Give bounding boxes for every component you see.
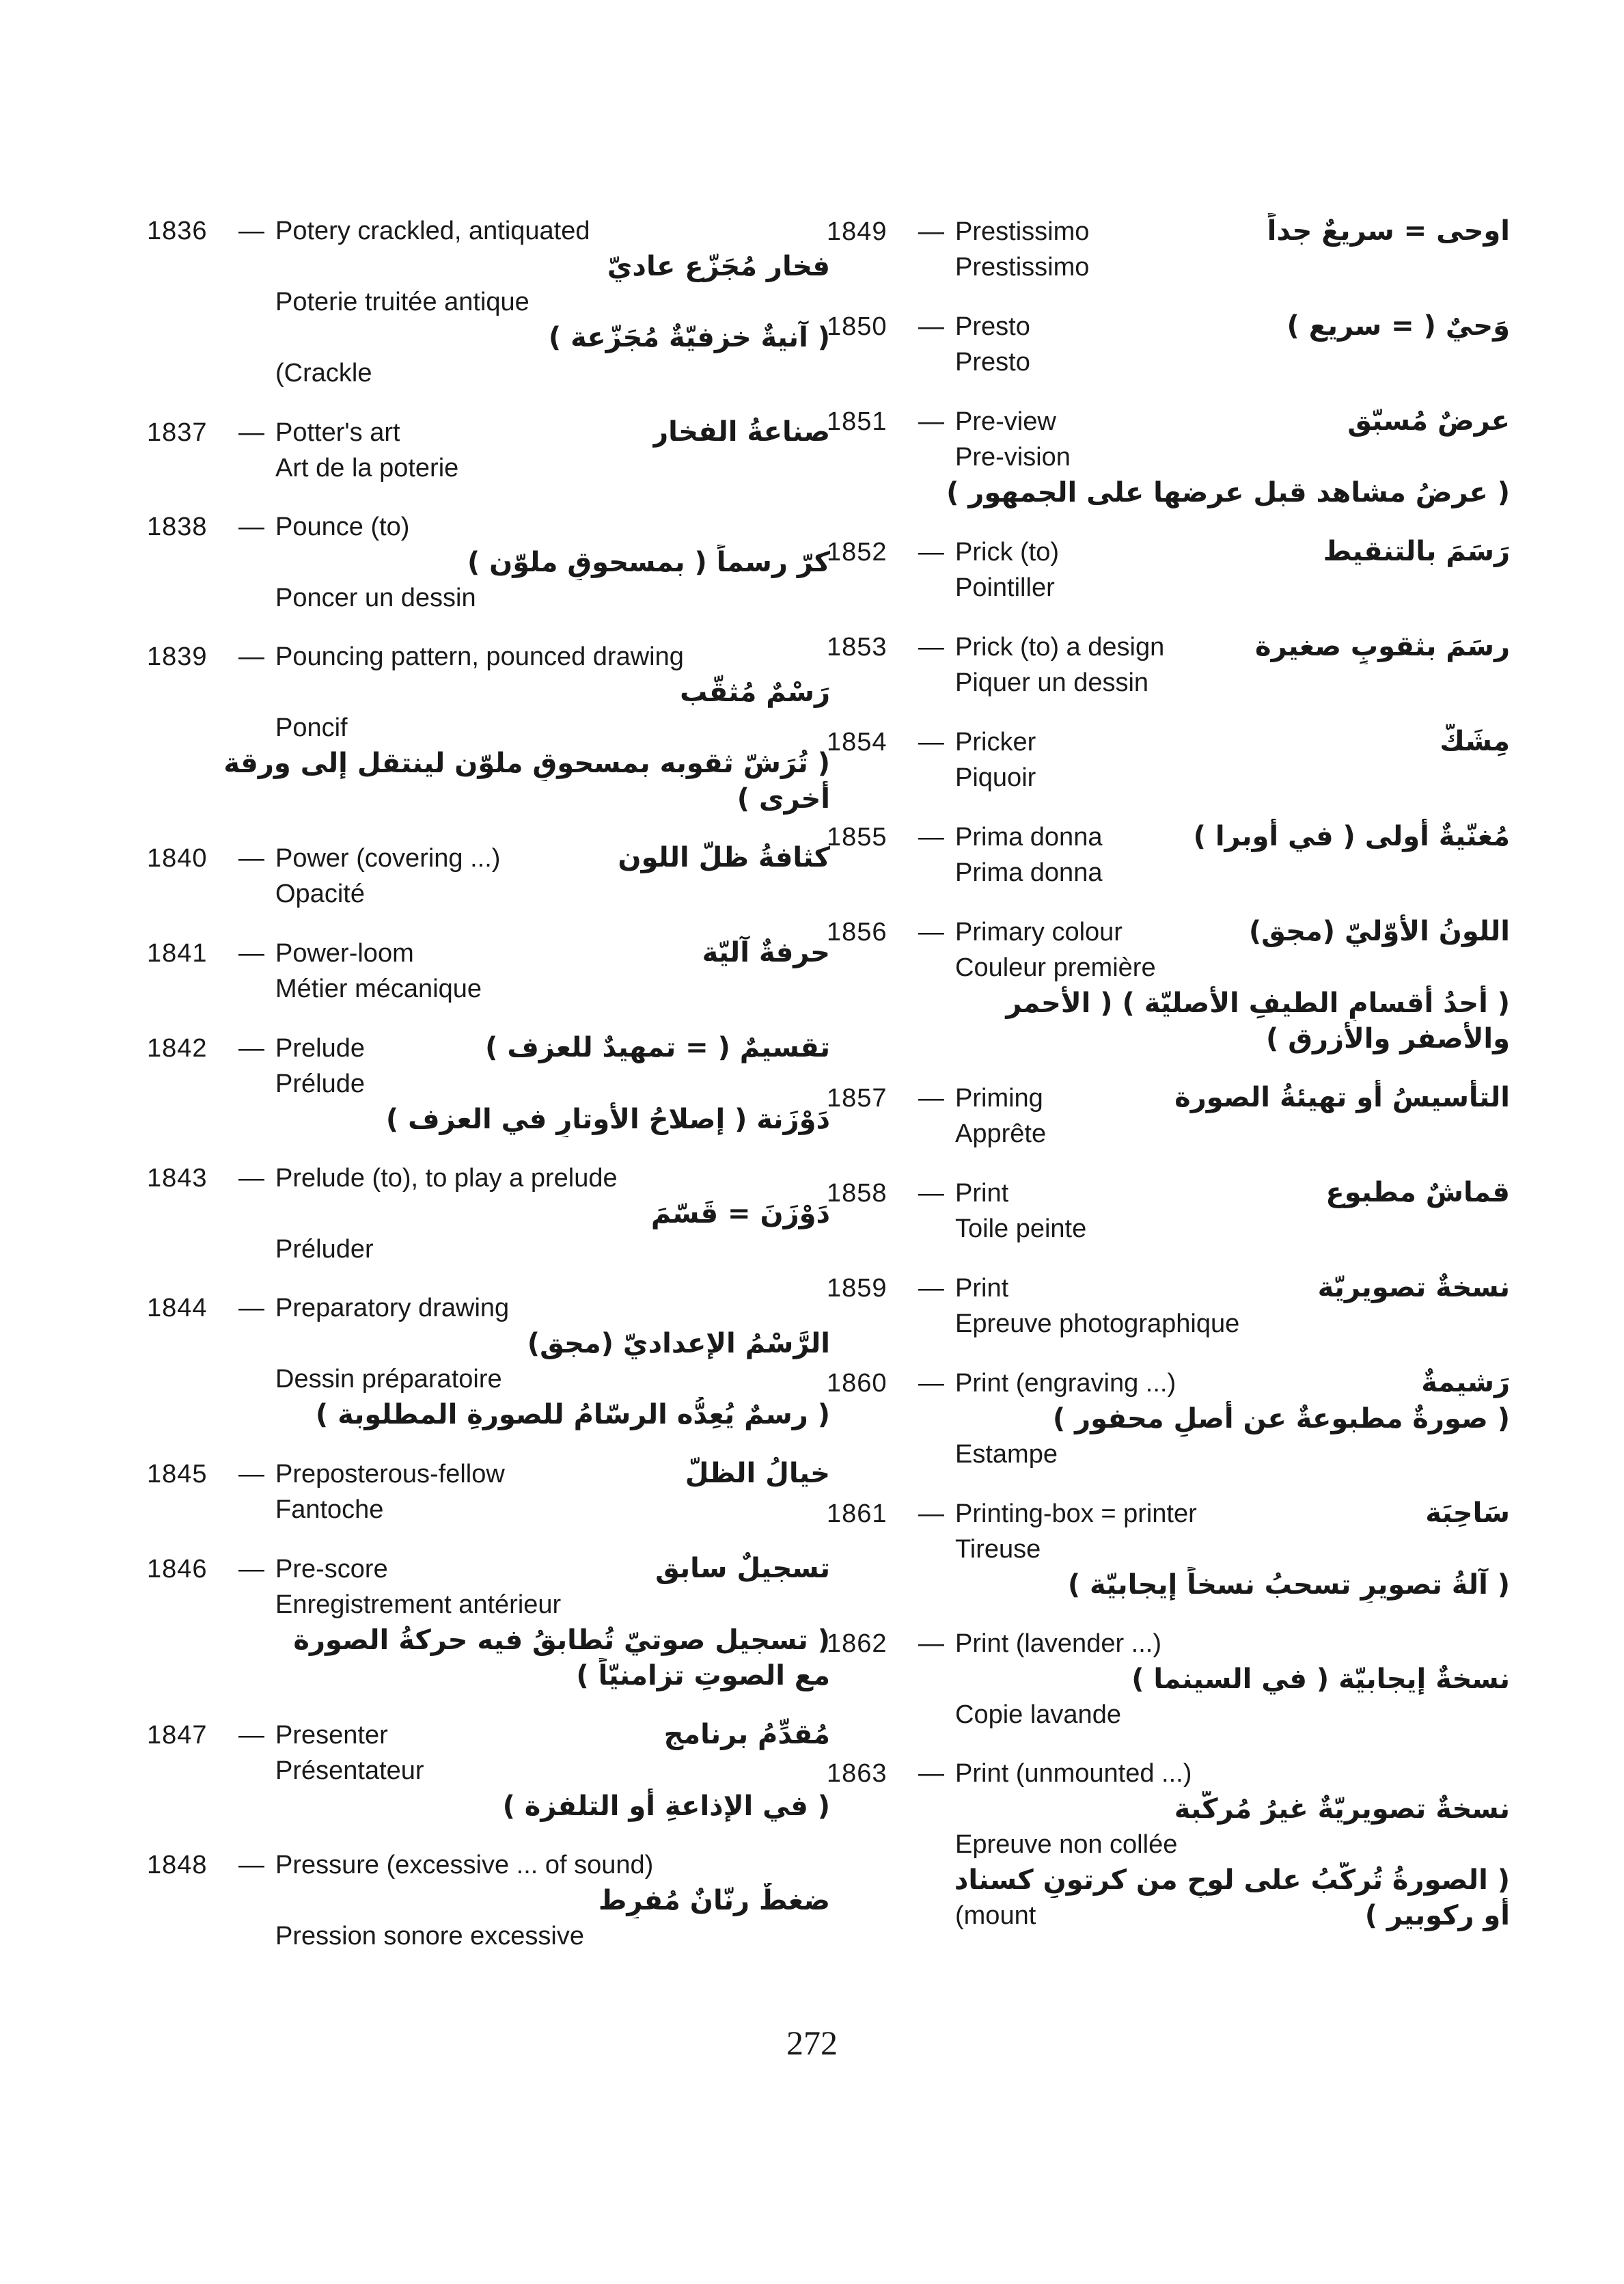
dictionary-entry <box>827 1756 1510 1933</box>
english-term: Print (engraving ...) <box>955 1369 1176 1398</box>
french-line: Epreuve photographique <box>955 1309 1240 1338</box>
entry-dash: — <box>918 823 944 852</box>
entry-number: 1862 <box>827 1629 887 1658</box>
entry-number: 1847 <box>147 1721 208 1750</box>
arabic-line: مع الصوتِ تزامنيّاً ) <box>576 1660 830 1691</box>
entry-number: 1839 <box>147 642 208 671</box>
entry-dash: — <box>918 1179 944 1208</box>
entry-dash: — <box>238 418 264 447</box>
entry-number: 1853 <box>827 633 887 662</box>
entry-headline <box>827 819 1510 855</box>
arabic-line: ( عرضُ مشاهد قبل عرضها على الجمهور ) <box>946 477 1510 508</box>
french-line: Estampe <box>955 1440 1058 1469</box>
english-term: Priming <box>955 1084 1043 1113</box>
arabic-term: رَسَمَ بالتنقيط <box>1323 536 1510 567</box>
entry-headline <box>827 724 1510 760</box>
english-term: Preposterous-fellow <box>275 1460 505 1488</box>
dictionary-entry <box>147 935 830 1007</box>
french-line: Toile peinte <box>955 1214 1087 1243</box>
entry-dash: — <box>238 1460 264 1488</box>
dictionary-entry <box>827 724 1510 796</box>
entry-headline <box>147 1160 830 1196</box>
arabic-line: ( في الإذاعةِ أو التلفزة ) <box>502 1791 830 1822</box>
french-line: (Crackle <box>275 359 372 388</box>
arabic-term: رَشيمةٌ <box>1421 1367 1510 1398</box>
dictionary-entry <box>147 1030 830 1137</box>
dictionary-entry <box>827 1495 1510 1603</box>
arabic-line: فخار مُجَزّع عاديّ <box>607 251 830 282</box>
french-line: Art de la poterie <box>275 454 459 482</box>
arabic-line: ( صورةٌ مطبوعةٌ عن أصلٍ محفور ) <box>1052 1403 1510 1435</box>
french-line: Apprête <box>955 1119 1047 1148</box>
dictionary-entry <box>827 1626 1510 1732</box>
entry-dash: — <box>918 1369 944 1398</box>
entry-headline <box>147 509 830 545</box>
arabic-line: ( رسمٌ يُعِدُّه الرسّامُ للصورةِ المطلوبة ) <box>315 1399 830 1430</box>
entry-number: 1836 <box>147 217 208 245</box>
entry-headline <box>827 1756 1510 1791</box>
entry-number: 1855 <box>827 823 887 852</box>
french-line: Epreuve non collée <box>955 1830 1178 1859</box>
english-term: Pre-score <box>275 1555 388 1583</box>
entry-dash: — <box>238 513 264 541</box>
arabic-line: نسخةٌ تصويريّةٌ غيرُ مُركّبة <box>1174 1793 1510 1825</box>
arabic-line: أو ركوبير ) <box>1364 1900 1510 1931</box>
entry-dash: — <box>918 538 944 567</box>
entry-headline <box>827 213 1510 249</box>
entry-dash: — <box>918 633 944 662</box>
french-line: Poncif <box>275 713 348 742</box>
french-line: Métier mécanique <box>275 975 482 1003</box>
entry-number: 1845 <box>147 1460 208 1488</box>
dictionary-entry <box>827 213 1510 285</box>
arabic-term: نسخةٌ تصويريّة <box>1317 1272 1510 1303</box>
french-line: Poncer un dessin <box>275 584 476 612</box>
french-line: Copie lavande <box>955 1700 1121 1729</box>
arabic-line: ( أحدُ أقسامِ الطيفِ الأصليّة ) ( الأحمر <box>1006 988 1510 1019</box>
dictionary-entry <box>147 639 830 817</box>
dictionary-entry <box>147 840 830 912</box>
english-term: Print <box>955 1274 1009 1303</box>
entry-dash: — <box>918 407 944 436</box>
entry-dash: — <box>918 1274 944 1303</box>
english-term: Printing-box = printer <box>955 1499 1197 1528</box>
entry-headline <box>827 534 1510 570</box>
arabic-line: ( تُرَشّ ثقوبه بمسحوقٍ ملوّن لينتقل إلى ورقة <box>223 748 830 779</box>
arabic-line: ( آلةُ تصويرٍ تسحبُ نسخاً إيجابيّة ) <box>1067 1569 1510 1601</box>
french-line: Présentateur <box>275 1756 424 1785</box>
right-column <box>827 213 1510 1957</box>
english-term: Prima donna <box>955 823 1103 852</box>
arabic-line: ضغطٌ رنّانٌ مُفرِط <box>598 1885 830 1916</box>
entry-headline <box>147 1847 830 1883</box>
english-term: Prick (to) <box>955 538 1059 567</box>
dictionary-entry <box>147 1551 830 1694</box>
arabic-line: نسخةٌ إيجابيّة ( في السينما ) <box>1131 1663 1510 1695</box>
dictionary-entry <box>827 1080 1510 1152</box>
entry-number: 1863 <box>827 1759 887 1788</box>
arabic-term: التأسيسُ أو تهيئةُ الصورة <box>1174 1082 1510 1113</box>
arabic-line: ( آنيةٌ خزفيّةٌ مُجَزّعة ) <box>548 322 830 353</box>
entry-headline <box>827 403 1510 439</box>
entry-number: 1852 <box>827 538 887 567</box>
entry-number: 1860 <box>827 1369 887 1398</box>
entry-headline <box>827 1365 1510 1401</box>
entry-number: 1856 <box>827 918 887 947</box>
dictionary-entry <box>147 213 830 391</box>
dictionary-entry <box>827 914 1510 1057</box>
french-line: Prima donna <box>955 858 1103 887</box>
arabic-term: قماشٌ مطبوع <box>1325 1177 1510 1208</box>
entry-dash: — <box>918 1499 944 1528</box>
english-term: Prestissimo <box>955 217 1090 246</box>
english-term: Pre-view <box>955 407 1056 436</box>
entry-number: 1848 <box>147 1851 208 1879</box>
entry-headline <box>147 213 830 249</box>
entry-number: 1859 <box>827 1274 887 1303</box>
entry-headline <box>827 1270 1510 1306</box>
english-term: Power (covering ...) <box>275 844 501 873</box>
english-term: Potter's art <box>275 418 400 447</box>
entry-dash: — <box>918 1629 944 1658</box>
arabic-line: أخرى ) <box>737 783 830 815</box>
dictionary-entry <box>827 1270 1510 1342</box>
french-line: Préluder <box>275 1235 374 1264</box>
entry-number: 1857 <box>827 1084 887 1113</box>
dictionary-entry <box>147 1290 830 1432</box>
arabic-term: خيالُ الظلّ <box>685 1458 830 1489</box>
dictionary-entry <box>147 1717 830 1824</box>
english-term: Preparatory drawing <box>275 1294 510 1322</box>
arabic-term: مُقدِّمُ برنامج <box>663 1719 830 1750</box>
entry-dash: — <box>238 642 264 671</box>
entry-dash: — <box>918 918 944 947</box>
english-term: Pouncing pattern, pounced drawing <box>275 642 684 671</box>
french-line: Couleur première <box>955 953 1156 982</box>
entry-headline <box>827 914 1510 950</box>
french-line: Presto <box>955 348 1030 377</box>
french-line: (mount <box>955 1901 1036 1930</box>
arabic-term: مِشَكّ <box>1440 726 1510 757</box>
arabic-line: الرَّسْمُ الإعداديّ (مجق) <box>527 1328 830 1359</box>
mixed-line <box>827 1898 1510 1933</box>
arabic-term: تقسيمٌ ( = تمهيدٌ للعزف ) <box>485 1032 830 1063</box>
entry-dash: — <box>238 1721 264 1750</box>
english-term: Pounce (to) <box>275 513 410 541</box>
dictionary-entry <box>147 1456 830 1527</box>
english-term: Primary colour <box>955 918 1123 947</box>
arabic-line: دَوْزَنَ = قَسّمَ <box>650 1198 830 1229</box>
french-line: Tireuse <box>955 1535 1041 1564</box>
entry-number: 1841 <box>147 939 208 968</box>
entry-headline <box>827 1495 1510 1532</box>
entry-dash: — <box>238 217 264 245</box>
entry-number: 1861 <box>827 1499 887 1528</box>
dictionary-entry <box>827 308 1510 380</box>
french-line: Enregistrement antérieur <box>275 1590 562 1619</box>
arabic-term: وَحيٌ ( = سريع ) <box>1286 310 1510 342</box>
arabic-term: عرضٌ مُسبّق <box>1347 405 1510 437</box>
arabic-term: رسَمَ بثقوبٍ صغيرة <box>1254 631 1510 662</box>
entry-headline <box>147 1717 830 1753</box>
french-line: Fantoche <box>275 1495 384 1524</box>
french-line: Piquoir <box>955 763 1036 792</box>
entry-headline <box>147 1030 830 1066</box>
entry-headline <box>147 935 830 971</box>
arabic-term: تسجيلٌ سابق <box>655 1553 830 1584</box>
french-line: Dessin préparatoire <box>275 1365 502 1393</box>
left-column <box>147 213 830 1977</box>
entry-dash: — <box>238 939 264 968</box>
entry-number: 1844 <box>147 1294 208 1322</box>
french-line: Pression sonore excessive <box>275 1922 584 1950</box>
page-number: 272 <box>786 2024 838 2062</box>
entry-number: 1838 <box>147 513 208 541</box>
dictionary-entry <box>827 403 1510 511</box>
entry-headline <box>147 639 830 675</box>
entry-headline <box>147 840 830 876</box>
dictionary-entry <box>827 629 1510 701</box>
arabic-term: مُغنّيةٌ أولى ( في أوبرا ) <box>1193 821 1510 852</box>
dictionary-entry <box>147 1847 830 1954</box>
entry-dash: — <box>918 1084 944 1113</box>
entry-headline <box>827 1080 1510 1116</box>
arabic-term: اللونُ الأوّليّ (مجق) <box>1248 916 1510 947</box>
entry-dash: — <box>238 1294 264 1322</box>
english-term: Potery crackled, antiquated <box>275 217 590 245</box>
english-term: Prelude <box>275 1034 365 1063</box>
english-term: Pressure (excessive ... of sound) <box>275 1851 654 1879</box>
entry-dash: — <box>238 1555 264 1583</box>
entry-number: 1840 <box>147 844 208 873</box>
entry-headline <box>147 1290 830 1326</box>
entry-headline <box>827 1626 1510 1661</box>
arabic-term: صناعةُ الفخار <box>652 416 830 448</box>
arabic-term: حرفةٌ آليّة <box>702 937 830 968</box>
french-line: Prestissimo <box>955 253 1090 282</box>
entry-number: 1858 <box>827 1179 887 1208</box>
arabic-line: رَسْمٌ مُثقّب <box>680 677 830 708</box>
entry-dash: — <box>238 1164 264 1193</box>
french-line: Opacité <box>275 880 365 908</box>
arabic-line: ( تسجيل صوتيّ تُطابقُ فيه حركةُ الصورة <box>293 1624 830 1656</box>
entry-headline <box>827 1175 1510 1211</box>
arabic-line: ( الصورةُ تُركّبُ على لوحٍ من كرتونٍ كسناد <box>954 1864 1510 1896</box>
dictionary-entry <box>827 819 1510 891</box>
french-line: Poterie truitée antique <box>275 288 529 316</box>
entry-number: 1843 <box>147 1164 208 1193</box>
arabic-term: سَاحِبَة <box>1425 1497 1510 1529</box>
english-term: Print (unmounted ...) <box>955 1759 1192 1788</box>
entry-headline <box>827 629 1510 665</box>
english-term: Print (lavender ...) <box>955 1629 1161 1658</box>
entry-number: 1846 <box>147 1555 208 1583</box>
arabic-term: اوحى = سريعٌ جداً <box>1267 215 1510 247</box>
entry-dash: — <box>238 844 264 873</box>
entry-headline <box>147 414 830 450</box>
entry-headline <box>147 1551 830 1587</box>
dictionary-entry <box>827 1365 1510 1472</box>
dictionary-entry <box>827 1175 1510 1247</box>
dictionary-entry <box>147 509 830 616</box>
english-term: Print <box>955 1179 1009 1208</box>
english-term: Presenter <box>275 1721 388 1750</box>
entry-dash: — <box>238 1851 264 1879</box>
french-line: Prélude <box>275 1070 365 1098</box>
english-term: Prick (to) a design <box>955 633 1165 662</box>
french-line: Pre-vision <box>955 443 1071 472</box>
entry-dash: — <box>918 728 944 757</box>
entry-headline <box>147 1456 830 1492</box>
entry-number: 1842 <box>147 1034 208 1063</box>
entry-number: 1850 <box>827 312 887 341</box>
entry-number: 1837 <box>147 418 208 447</box>
arabic-term: كثافةُ ظلّ اللون <box>618 842 830 873</box>
entry-dash: — <box>918 217 944 246</box>
english-term: Pricker <box>955 728 1036 757</box>
french-line: Piquer un dessin <box>955 668 1149 697</box>
arabic-line: والأصفر والأزرق ) <box>1266 1023 1510 1055</box>
entry-number: 1854 <box>827 728 887 757</box>
entry-dash: — <box>918 1759 944 1788</box>
dictionary-entry <box>147 1160 830 1267</box>
french-line: Pointiller <box>955 573 1055 602</box>
english-term: Prelude (to), to play a prelude <box>275 1164 618 1193</box>
entry-number: 1851 <box>827 407 887 436</box>
entry-headline <box>827 308 1510 344</box>
dictionary-entry <box>147 414 830 486</box>
dictionary-entry <box>827 534 1510 606</box>
entry-dash: — <box>238 1034 264 1063</box>
english-term: Power-loom <box>275 939 414 968</box>
arabic-line: دَوْزَنة ( إصلاحُ الأوتارِ في العزف ) <box>385 1104 830 1135</box>
entry-number: 1849 <box>827 217 887 246</box>
english-term: Presto <box>955 312 1030 341</box>
entry-dash: — <box>918 312 944 341</box>
arabic-line: كرّ رسماً ( بمسحوقٍ ملوّن ) <box>467 547 830 578</box>
